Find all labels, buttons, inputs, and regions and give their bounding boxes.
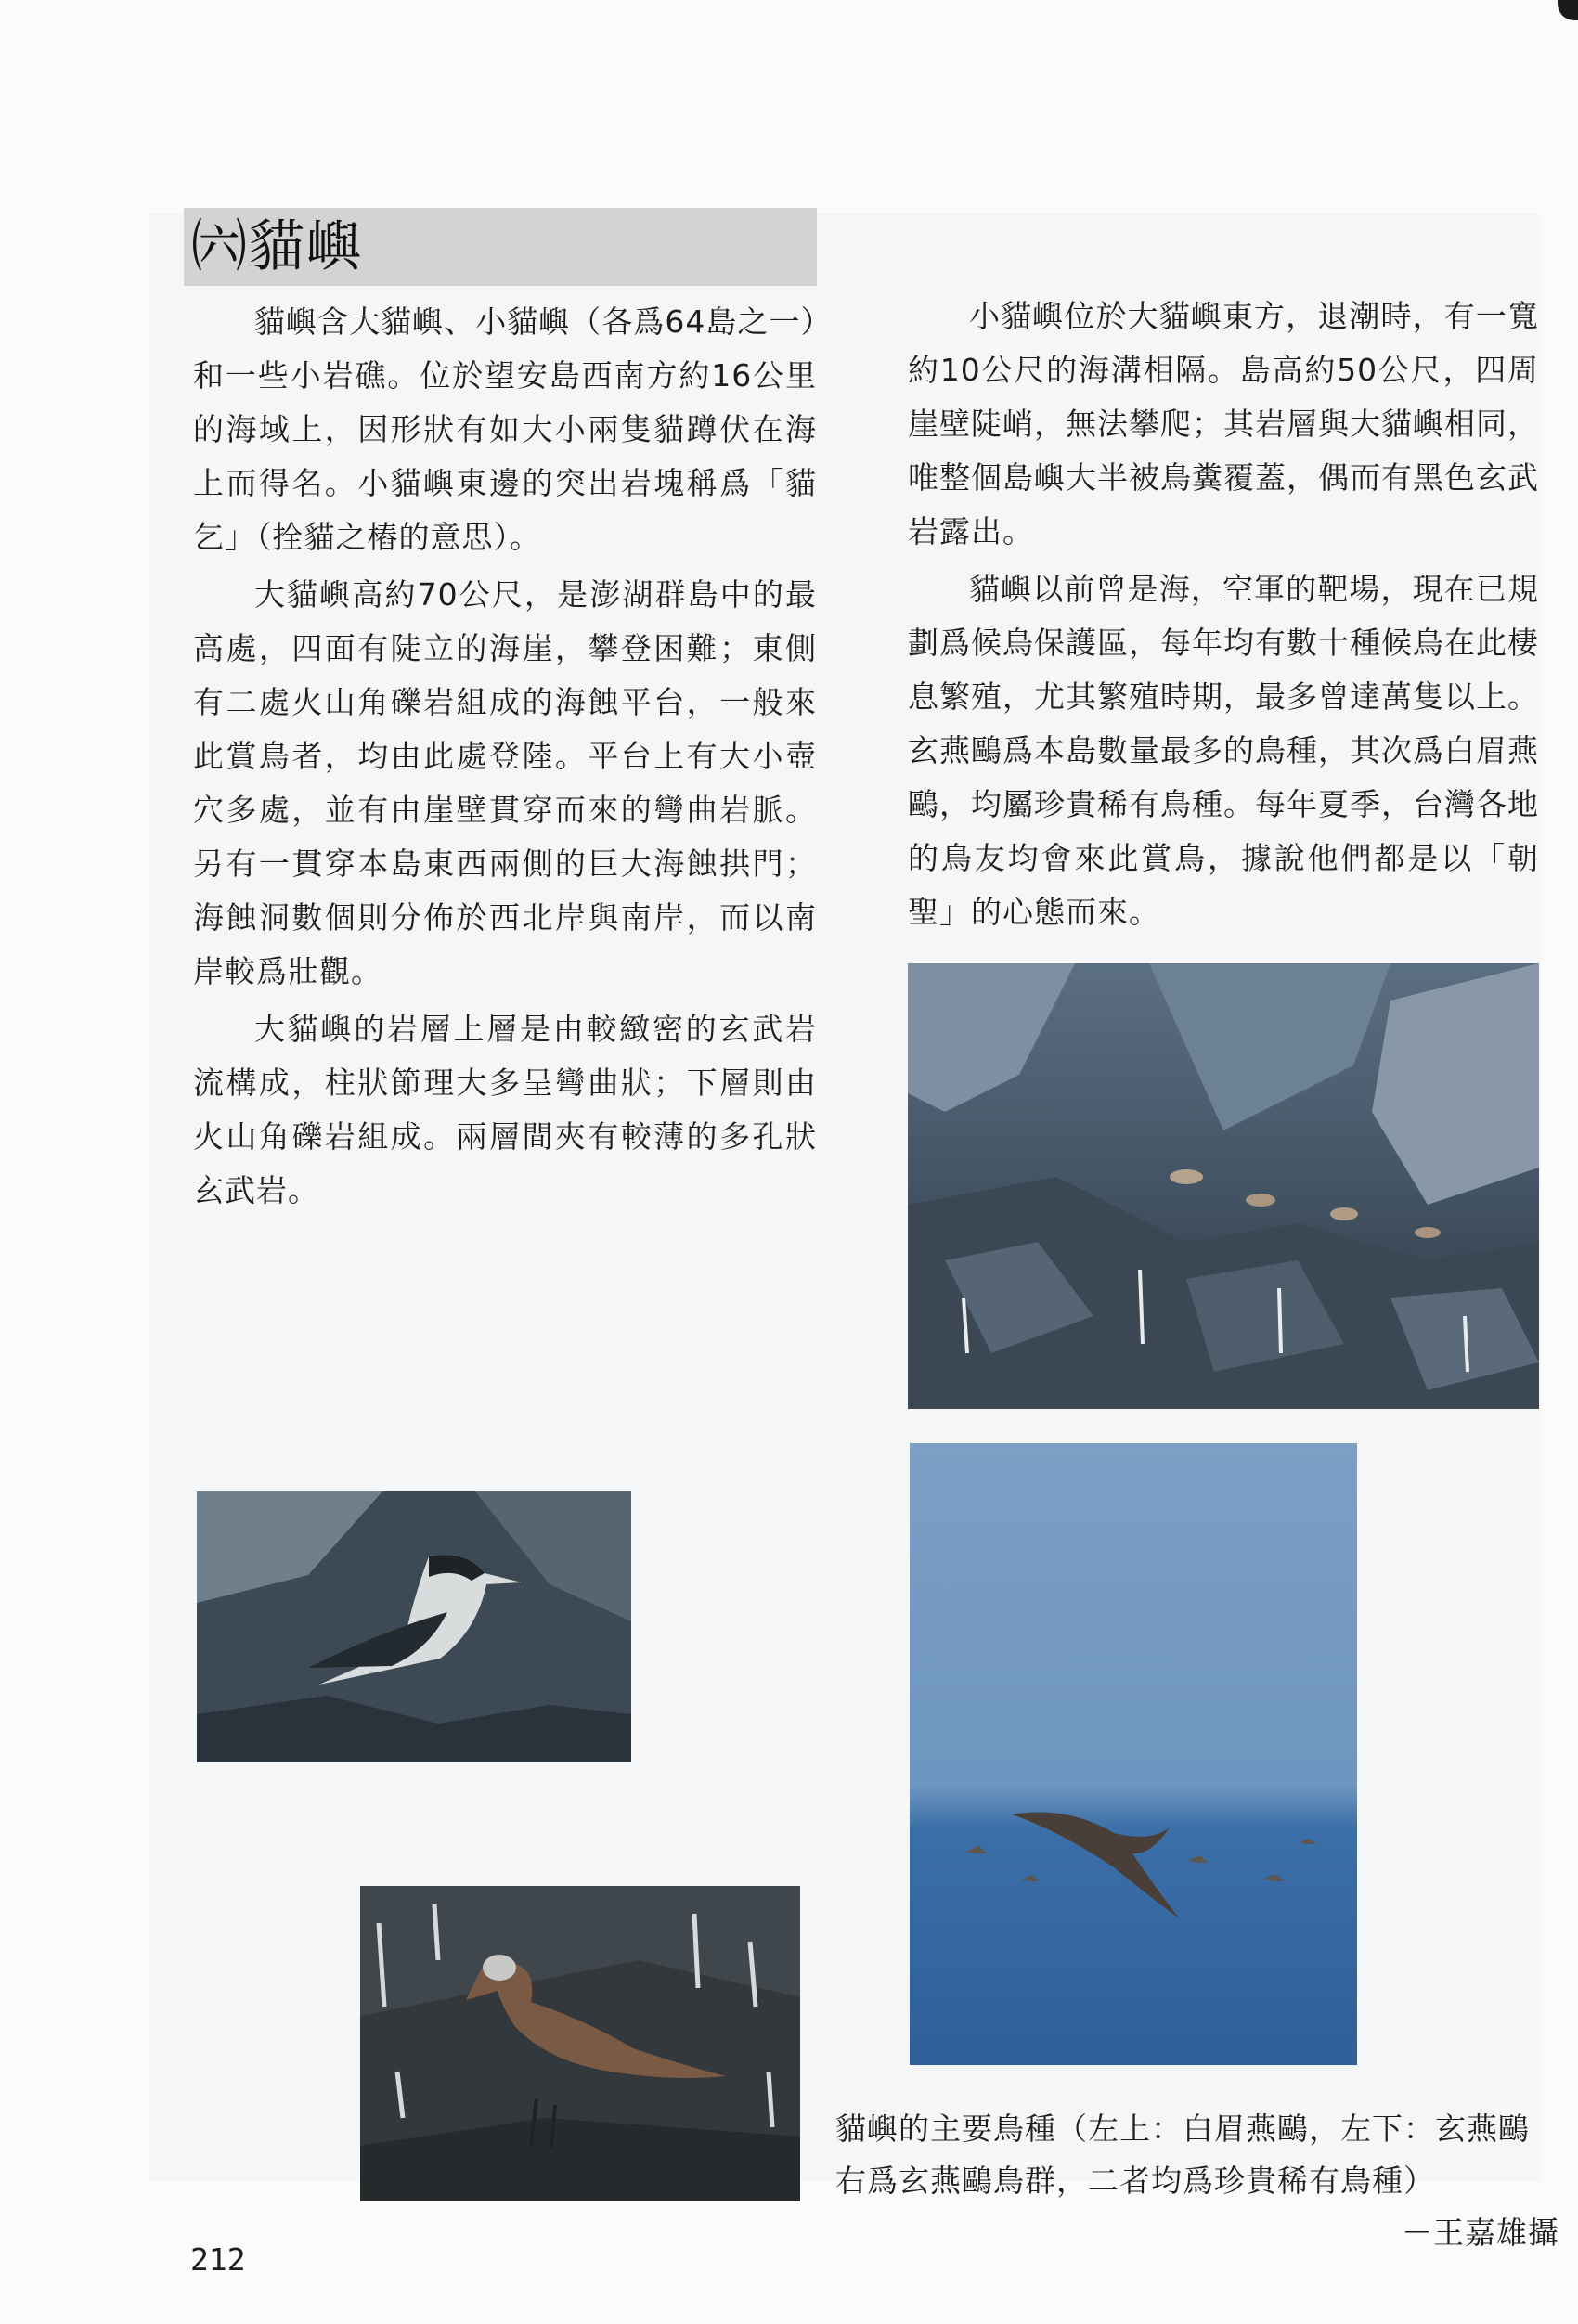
right-column [908, 290, 1539, 943]
right-paragraph-1: 小貓嶼位於大貓嶼東方，退潮時，有一寬約10公尺的海溝相隔。島高約50公尺，四周崖壁陡峭，無法攀爬；其岩層與大貓嶼相同，唯整個島嶼大半被鳥糞覆蓋，偶而有黑色玄武岩露出。 [908, 298, 1539, 549]
left-column [193, 295, 817, 1221]
brown-noddy-photo [360, 1886, 800, 2201]
page-number: 212 [190, 2241, 246, 2278]
caption-line-1: 貓嶼的主要鳥種（左上：白眉燕鷗，左下：玄燕鷗 [835, 2111, 1530, 2147]
bridled-tern-photo [197, 1491, 631, 1762]
flock-photo [910, 1443, 1357, 2065]
left-paragraph-3: 大貓嶼的岩層上層是由較緻密的玄武岩流構成，柱狀節理大多呈彎曲狀；下層則由火山角礫岩組成。兩層間夾有較薄的多孔狀玄武岩。 [193, 1011, 817, 1208]
right-paragraph-2: 貓嶼以前曾是海，空軍的靶場，現在已規劃爲候鳥保護區，每年均有數十種候鳥在此棲息繁殖，尤其繁殖時期，最多曾達萬隻以上。玄燕鷗爲本島數量最多的鳥種，其次爲白眉燕鷗，均屬珍貴稀有鳥種。每年夏季，台灣各地的鳥友均會來此賞鳥，據說他們都是以「朝聖」的心態而來。 [908, 571, 1539, 930]
left-paragraph-1: 貓嶼含大貓嶼、小貓嶼（各爲64島之一）和一些小岩礁。位於望安島西南方約16公里的海域上，因形狀有如大小兩隻貓蹲伏在海上而得名。小貓嶼東邊的突出岩塊稱爲「貓乞」（拴貓之樁的意思）。 [193, 303, 817, 555]
photo-credit: －王嘉雄攝 [1402, 2214, 1559, 2251]
cliff-photo [908, 963, 1539, 1409]
scan-edge-mark [1558, 0, 1578, 20]
caption-line-2: 右爲玄燕鷗鳥群，二者均爲珍貴稀有鳥種） [835, 2163, 1435, 2199]
section-title: ㈥貓嶼 [184, 208, 817, 286]
left-paragraph-2: 大貓嶼高約70公尺，是澎湖群島中的最高處，四面有陡立的海崖，攀登困難；東側有二處火山角礫岩組成的海蝕平台，一般來此賞鳥者，均由此處登陸。平台上有大小壺穴多處，並有由崖壁貫穿而來的彎曲岩脈。另有一貫穿本島東西兩側的巨大海蝕拱門；海蝕洞數個則分佈於西北岸與南岸，而以南岸較爲壯觀。 [193, 576, 817, 989]
